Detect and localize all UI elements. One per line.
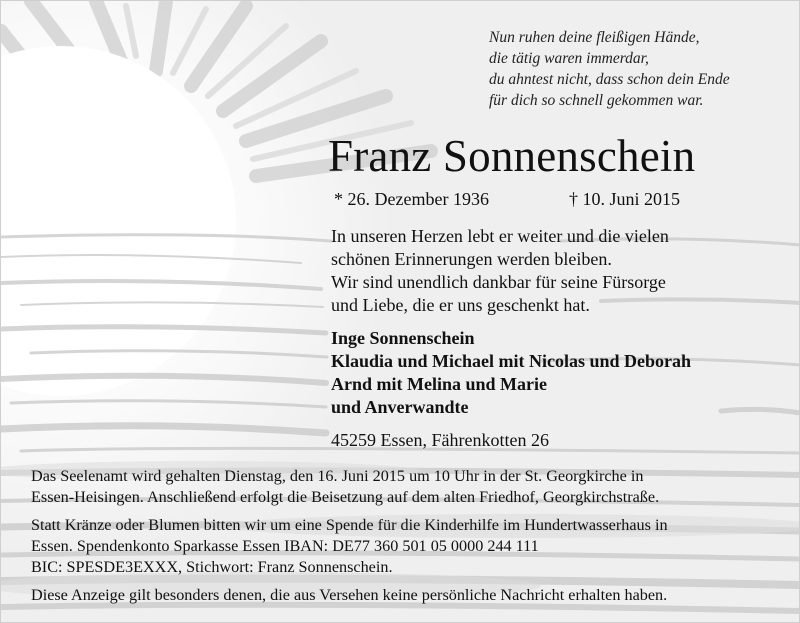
tribute-text xyxy=(331,225,791,317)
poem-line: die tätig waren immerdar, xyxy=(489,50,649,67)
family-address: 45259 Essen, Fährenkotten 26 xyxy=(331,430,549,450)
donation-paragraph xyxy=(31,515,796,578)
donation-line: Statt Kränze oder Blumen bitten wir um eine Spende für die Kinderhilfe im Hundertwasserhaus in xyxy=(31,516,668,534)
mourner-entry: Klaudia und Michael mit Nicolas und Deborah xyxy=(331,351,692,371)
notice-line: Diese Anzeige gilt besonders denen, die aus Versehen keine persönliche Nachricht erhalten haben. xyxy=(31,586,668,604)
death-date: † 10. Juni 2015 xyxy=(569,189,681,209)
poem-line: du ahntest nicht, dass schon dein Ende xyxy=(489,71,730,88)
deceased-name: Franz Sonnenschein xyxy=(328,131,696,181)
tribute-line: schönen Erinnerungen werden bleiben. xyxy=(331,249,612,269)
service-line: Das Seelenamt wird gehalten Dienstag, den 16. Juni 2015 um 10 Uhr in der St. Georgkirche in xyxy=(31,467,644,485)
notice-paragraph xyxy=(31,585,796,606)
mourner-entry: Inge Sonnenschein xyxy=(331,328,475,348)
mourner-entry: und Anverwandte xyxy=(331,397,469,417)
tribute-line: und Liebe, die er uns geschenkt hat. xyxy=(331,295,590,315)
poem-line: Nun ruhen deine fleißigen Hände, xyxy=(489,29,700,46)
donation-line: Essen. Spendenkonto Sparkasse Essen IBAN: DE77 360 501 05 0000 244 111 xyxy=(31,537,539,555)
service-line: Essen-Heisingen. Anschließend erfolgt die Beisetzung auf dem alten Friedhof, Georgkirchstraße. xyxy=(31,488,660,506)
mourners-list xyxy=(331,327,791,419)
memorial-poem xyxy=(489,27,789,111)
poem-line: für dich so schnell gekommen war. xyxy=(489,92,704,109)
tribute-line: In unseren Herzen lebt er weiter und die vielen xyxy=(331,226,669,246)
funeral-service-paragraph xyxy=(31,466,796,508)
tribute-line: Wir sind unendlich dankbar für seine Fürsorge xyxy=(331,272,666,292)
mourner-entry: Arnd mit Melina und Marie xyxy=(331,374,547,394)
donation-line: BIC: SPESDE3EXXX, Stichwort: Franz Sonnenschein. xyxy=(31,558,393,576)
birth-date: * 26. Dezember 1936 xyxy=(334,189,489,209)
